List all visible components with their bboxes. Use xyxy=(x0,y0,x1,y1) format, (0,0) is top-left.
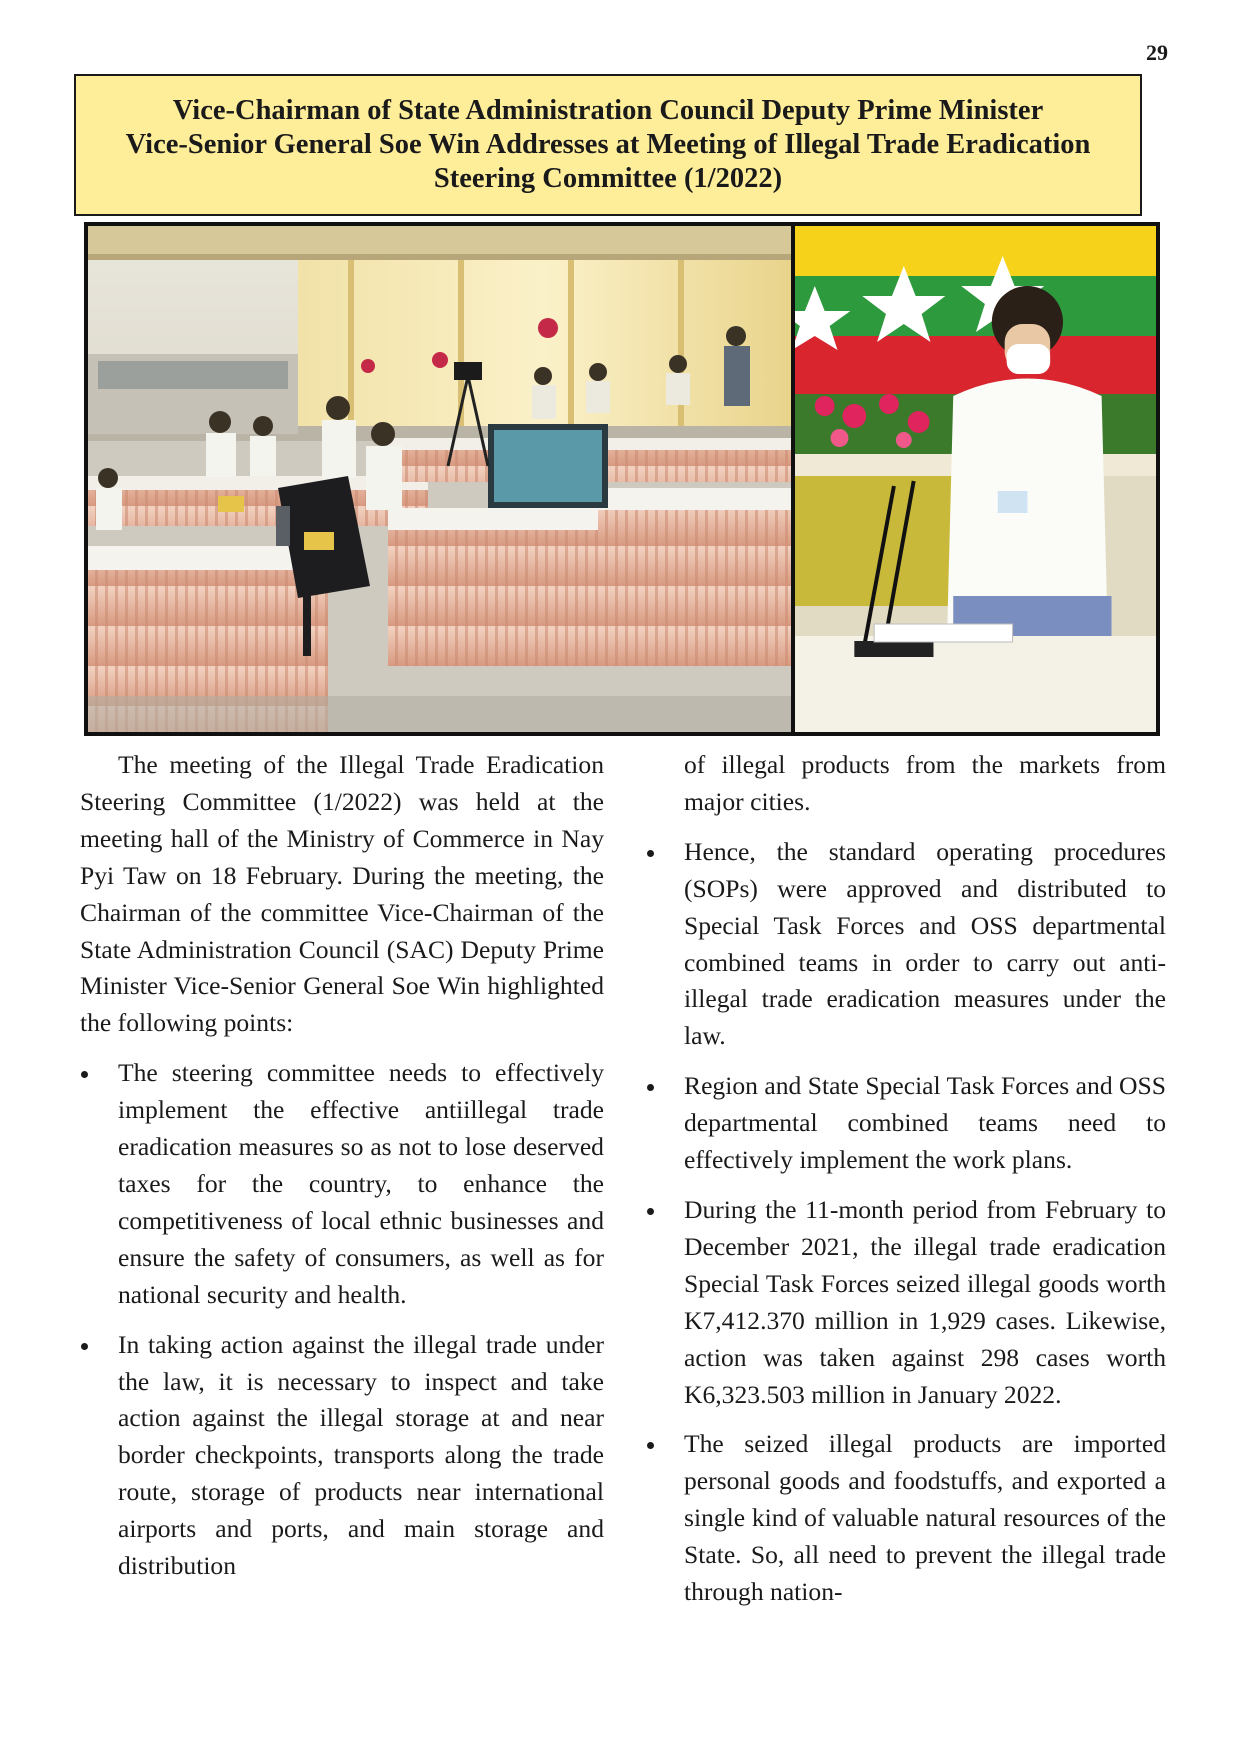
intro-paragraph xyxy=(80,747,604,1042)
title-line-1: Vice-Chairman of State Administration Council Deputy Prime Minister xyxy=(172,95,1044,126)
bullet-dot-icon xyxy=(647,1208,654,1215)
intro-line: Commerce in Nay Pyi Taw on 18 February. xyxy=(80,823,604,890)
bullet-item xyxy=(646,1192,1166,1413)
bullet-line: illegal trade eradication measures so as xyxy=(118,1095,604,1162)
bullet-list-right xyxy=(646,747,1166,1611)
bullet-line: en against 298 cases worth K6,323.503 xyxy=(684,1342,1166,1409)
bullet-line: The seized illegal products are imported xyxy=(684,1429,1166,1459)
bullet-line: uted to Special Task Forces and OSS de xyxy=(684,873,1166,940)
bullet-line: dures (SOPs) were approved and distrib xyxy=(684,836,1166,903)
bullet-line: personal goods and foodstuffs, and ex xyxy=(684,1466,1081,1496)
intro-line: During the meeting, the Chairman of the xyxy=(80,860,604,927)
bullet-line: illegal goods worth K7,412.370 million xyxy=(684,1268,1166,1335)
intro-line: highlighted the following points: xyxy=(80,971,604,1038)
bullet-item xyxy=(646,1068,1166,1179)
intro-line: Minister Vice-Senior General Soe Win xyxy=(80,971,488,1001)
bullet-line: Hence, the standard operating proce xyxy=(684,836,1111,866)
bullet-line: prevent the illegal trade through nation- xyxy=(684,1540,1166,1607)
speaker-illustration xyxy=(795,226,1156,732)
bullet-line: tively implement the effective anti xyxy=(118,1058,604,1125)
bullet-line: ported a single kind of valuable natural xyxy=(684,1466,1166,1533)
bullet-line: During the 11-month period from Febru xyxy=(684,1194,1105,1224)
bullet-dot-icon xyxy=(647,1442,654,1449)
bullet-line: try, to enhance the competitiveness of xyxy=(118,1168,604,1235)
bullet-line: partmental combined teams in order to xyxy=(684,910,1166,977)
bullet-item xyxy=(646,834,1166,1055)
bullet-line: ary to December 2021, the illegal trade xyxy=(684,1194,1166,1261)
bullet-line: and take action against the illegal storage xyxy=(118,1366,604,1433)
article-column-left xyxy=(80,747,604,1598)
photo-frame xyxy=(84,222,1160,736)
bullet-continuation xyxy=(646,747,1166,821)
bullet-line: million in January 2022. xyxy=(811,1379,1062,1409)
bullet-line: ports, and main storage and distribution xyxy=(118,1514,604,1581)
bullet-dot-icon xyxy=(647,1084,654,1091)
intro-line: held at the meeting hall of the Ministry of xyxy=(80,786,604,853)
meeting-hall-illustration xyxy=(88,226,791,732)
intro-line: The meeting of the Illegal Trade Eradi xyxy=(118,750,542,779)
bullet-dot-icon xyxy=(81,1343,88,1350)
bullet-line: eradication Special Task Forces seized xyxy=(684,1231,1166,1298)
bullet-line: need to effectively implement the work xyxy=(684,1108,1166,1175)
speaker-at-podium-photo xyxy=(795,226,1156,732)
bullet-line: and OSS departmental combined teams xyxy=(684,1071,1166,1138)
title-line-2: Vice-Senior General Soe Win Addresses at Meeting of Illegal Trade Eradication xyxy=(125,129,1091,160)
bullet-dot-icon xyxy=(81,1071,88,1078)
bullet-item xyxy=(80,1327,604,1585)
bullet-line: ports along the trade route, storage of xyxy=(118,1440,604,1507)
title-line-3: Steering Committee (1/2022) xyxy=(433,163,783,194)
meeting-hall-photo xyxy=(88,226,791,732)
bullet-line: carry out anti-illegal trade eradication xyxy=(684,947,1166,1014)
bullet-list-left xyxy=(80,1055,604,1585)
bullet-line: not to lose deserved taxes for the coun xyxy=(118,1132,604,1198)
bullet-line: tional security and health. xyxy=(142,1279,407,1309)
article-title xyxy=(126,94,1091,196)
bullet-line: products near international airports and xyxy=(118,1477,604,1544)
bullet-line: at and near border checkpoints, trans xyxy=(118,1403,604,1470)
title-box xyxy=(74,74,1142,216)
bullet-line: under the law, it is necessary to inspect xyxy=(118,1329,604,1396)
bullet-line: in 1,929 cases. Likewise, action was tak xyxy=(684,1305,1166,1372)
bullet-line: Region and State Special Task Forces xyxy=(684,1071,1076,1101)
bullet-line: plans. xyxy=(1011,1145,1073,1175)
bullet-line: The steering committee needs to effec xyxy=(118,1058,546,1088)
bullet-line: local ethnic businesses and ensure the xyxy=(118,1205,605,1272)
bullet-dot-icon xyxy=(647,850,654,857)
page-number: 29 xyxy=(1146,40,1168,65)
bullet-line: safety of consumers, as well as for na xyxy=(118,1242,604,1309)
intro-line: committee Vice-Chairman of the State Ad xyxy=(80,897,604,964)
intro-line: cation Steering Committee (1/2022) was xyxy=(80,750,604,816)
bullet-line: resources of the State. So, all need to xyxy=(684,1503,1166,1570)
intro-line: ministration Council (SAC) Deputy Prime xyxy=(168,934,604,964)
bullet-line: from major cities. xyxy=(684,750,1166,816)
article-column-right xyxy=(646,747,1166,1624)
bullet-line: of illegal products from the markets xyxy=(684,750,1117,779)
bullet-item xyxy=(80,1055,604,1313)
bullet-item xyxy=(646,1426,1166,1611)
bullet-line: In taking action against the illegal trade xyxy=(118,1329,546,1359)
bullet-line: measures under the law. xyxy=(684,984,1166,1051)
